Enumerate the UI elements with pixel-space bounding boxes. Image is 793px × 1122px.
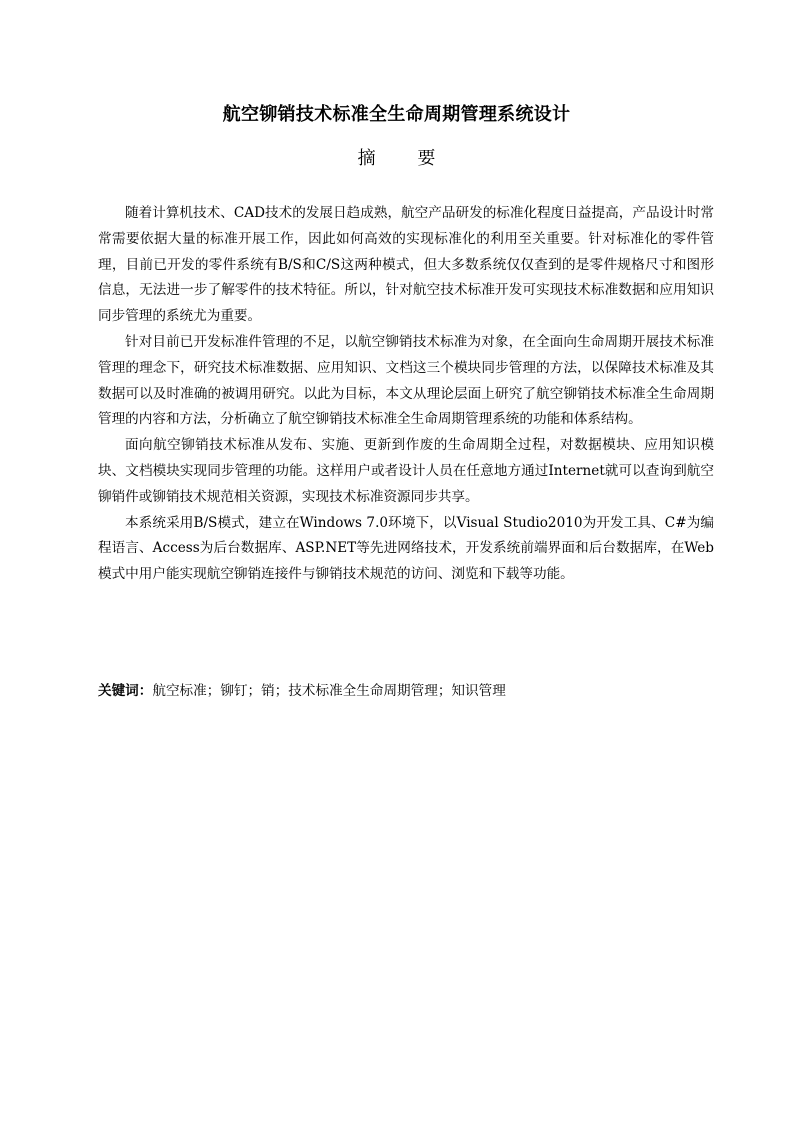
keywords-line <box>98 678 714 704</box>
keywords-label: 关键词： <box>98 683 153 699</box>
abstract-body <box>98 201 714 588</box>
keywords-text: 航空标准；铆钉；销；技术标准全生命周期管理；知识管理 <box>152 683 506 699</box>
abstract-paragraph-1: 随着计算机技术、CAD技术的发展日趋成熟，航空产品研发的标准化程度日益提高，产品设计时常常需要依据大量的标准开展工作，因此如何高效的实现标准化的利用至关重要。针对标准化的零件管理，目前已开发的零件系统有B/S和C/S这两种模式，但大多数系统仅仅查到的是零件规格尺寸和图形信息，无法进一步了解零件的技术特征。所以，针对航空技术标准开发可实现技术标准数据和应用知识同步管理的系统尤为重要。 <box>98 205 714 325</box>
document-title: 航空铆销技术标准全生命周期管理系统设计 <box>222 104 571 125</box>
abstract-paragraph-4: 本系统采用B/S模式，建立在Windows 7.0环境下，以Visual Studio2010为开发工具、C#为编程语言、Access为后台数据库、ASP.NET等先进网络技术，开发系统前端界面和后台数据库，在Web模式中用户能实现航空铆销连接件与铆销技术规范的访问、浏览和下载等功能。 <box>98 514 714 583</box>
abstract-heading: 摘 要 <box>357 148 454 169</box>
abstract-paragraph-3: 面向航空铆销技术标准从发布、实施、更新到作废的生命周期全过程，对数据模块、应用知识模块、文档模块实现同步管理的功能。这样用户或者设计人员在任意地方通过Internet就可以查询到航空铆销件或铆销技术规范相关资源，实现技术标准资源同步共享。 <box>98 437 714 505</box>
abstract-paragraph-2: 针对目前已开发标准件管理的不足，以航空铆销技术标准为对象，在全面向生命周期开展技术标准管理的理念下，研究技术标准数据、应用知识、文档这三个模块同步管理的方法，以保障技术标准及其数据可以及时准确的被调用研究。以此为目标，本文从理论层面上研究了航空铆销技术标准全生命周期管理的内容和方法，分析确立了航空铆销技术标准全生命周期管理系统的功能和体系结构。 <box>98 333 714 428</box>
